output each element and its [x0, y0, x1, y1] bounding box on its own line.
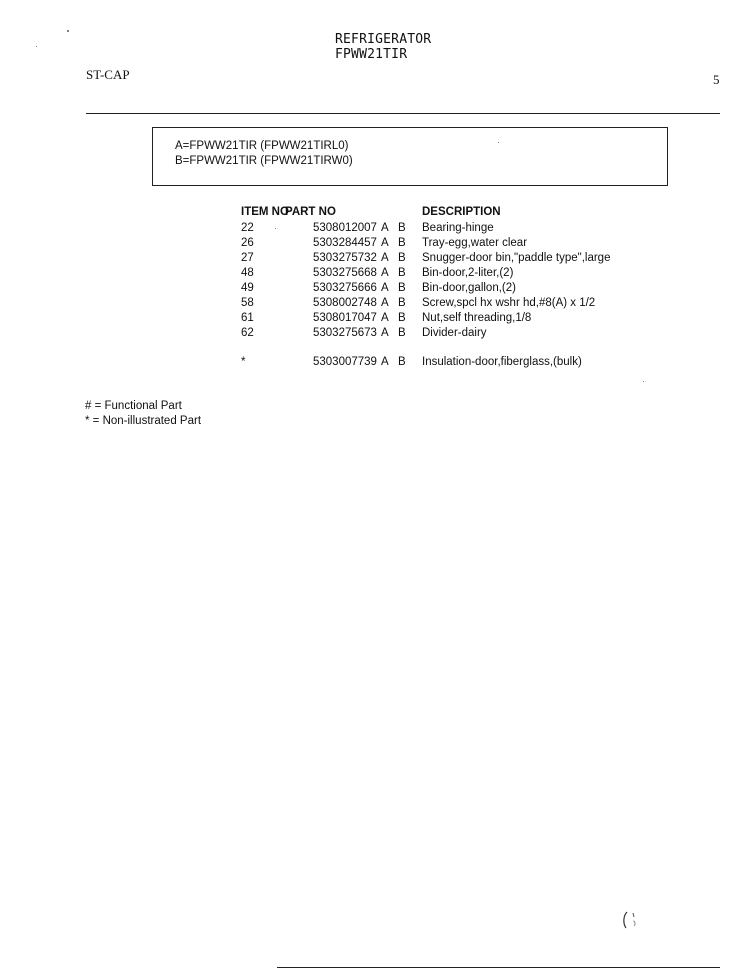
model-a-flag: A — [381, 252, 389, 264]
part-description: Divider-dairy — [422, 327, 487, 339]
scan-speck — [498, 142, 499, 143]
part-number: 5308002748 — [313, 297, 377, 309]
model-key-a: A=FPWW21TIR (FPWW21TIRL0) — [175, 140, 349, 152]
model-b-flag: B — [398, 252, 406, 264]
scan-speck — [36, 46, 37, 47]
legend — [85, 399, 201, 429]
model-b-flag: B — [398, 222, 406, 234]
part-number: 5303275673 — [313, 327, 377, 339]
model-b-flag: B — [398, 267, 406, 279]
page-number: 5 — [713, 72, 720, 87]
model-b-flag: B — [398, 282, 406, 294]
item-number: * — [241, 356, 246, 368]
title-product: REFRIGERATOR — [335, 32, 432, 47]
model-a-flag: A — [381, 297, 389, 309]
model-key-b: B=FPWW21TIR (FPWW21TIRW0) — [175, 155, 353, 167]
model-b-flag: B — [398, 297, 406, 309]
part-description: Bin-door,2-liter,(2) — [422, 267, 514, 279]
model-a-flag: A — [381, 237, 389, 249]
scan-speck — [275, 228, 276, 229]
legend-functional: # = Functional Part — [85, 400, 182, 412]
model-a-flag: A — [381, 267, 389, 279]
model-b-flag: B — [398, 237, 406, 249]
item-number: 26 — [241, 237, 254, 249]
section-code: ST-CAP — [86, 67, 130, 82]
part-description: Insulation-door,fiberglass,(bulk) — [422, 356, 582, 368]
column-header-description: DESCRIPTION — [422, 206, 501, 218]
scan-speck — [643, 381, 644, 382]
model-a-flag: A — [381, 222, 389, 234]
document-title — [335, 32, 431, 62]
part-number: 5303284457 — [313, 237, 377, 249]
column-header-part-no: PART NO — [285, 206, 336, 218]
legend-non-illustrated: * = Non-illustrated Part — [85, 415, 202, 427]
top-divider — [86, 113, 720, 114]
model-b-flag: B — [398, 312, 406, 324]
model-key-list — [175, 139, 353, 169]
column-header-item-no: ITEM NO — [241, 206, 289, 218]
model-b-flag: B — [398, 356, 406, 368]
part-description: Tray-egg,water clear — [422, 237, 528, 249]
model-a-flag: A — [381, 312, 389, 324]
part-number: 5308012007 — [313, 222, 377, 234]
model-b-flag: B — [398, 327, 406, 339]
item-number: 22 — [241, 222, 254, 234]
model-a-flag: A — [381, 282, 389, 294]
part-number: 5308017047 — [313, 312, 377, 324]
part-number: 5303275666 — [313, 282, 377, 294]
model-a-flag: A — [381, 356, 389, 368]
part-description: Bin-door,gallon,(2) — [422, 282, 516, 294]
part-number: 5303007739 — [313, 356, 377, 368]
part-number: 5303275668 — [313, 267, 377, 279]
title-model: FPWW21TIR — [335, 47, 408, 62]
part-description: Snugger-door bin,"paddle type",large — [422, 252, 611, 264]
model-key-box — [152, 127, 668, 186]
part-description: Nut,self threading,1/8 — [422, 312, 532, 324]
item-number: 62 — [241, 327, 254, 339]
bottom-divider — [277, 967, 720, 968]
scan-speck — [67, 30, 69, 32]
part-description: Screw,spcl hx wshr hd,#8(A) x 1/2 — [422, 297, 596, 309]
model-a-flag: A — [381, 327, 389, 339]
item-number: 48 — [241, 267, 254, 279]
part-description: Bearing-hinge — [422, 222, 494, 234]
item-number: 58 — [241, 297, 254, 309]
item-number: 49 — [241, 282, 254, 294]
item-number: 27 — [241, 252, 254, 264]
item-number: 61 — [241, 312, 254, 324]
part-number: 5303275732 — [313, 252, 377, 264]
handwritten-mark — [620, 908, 644, 932]
